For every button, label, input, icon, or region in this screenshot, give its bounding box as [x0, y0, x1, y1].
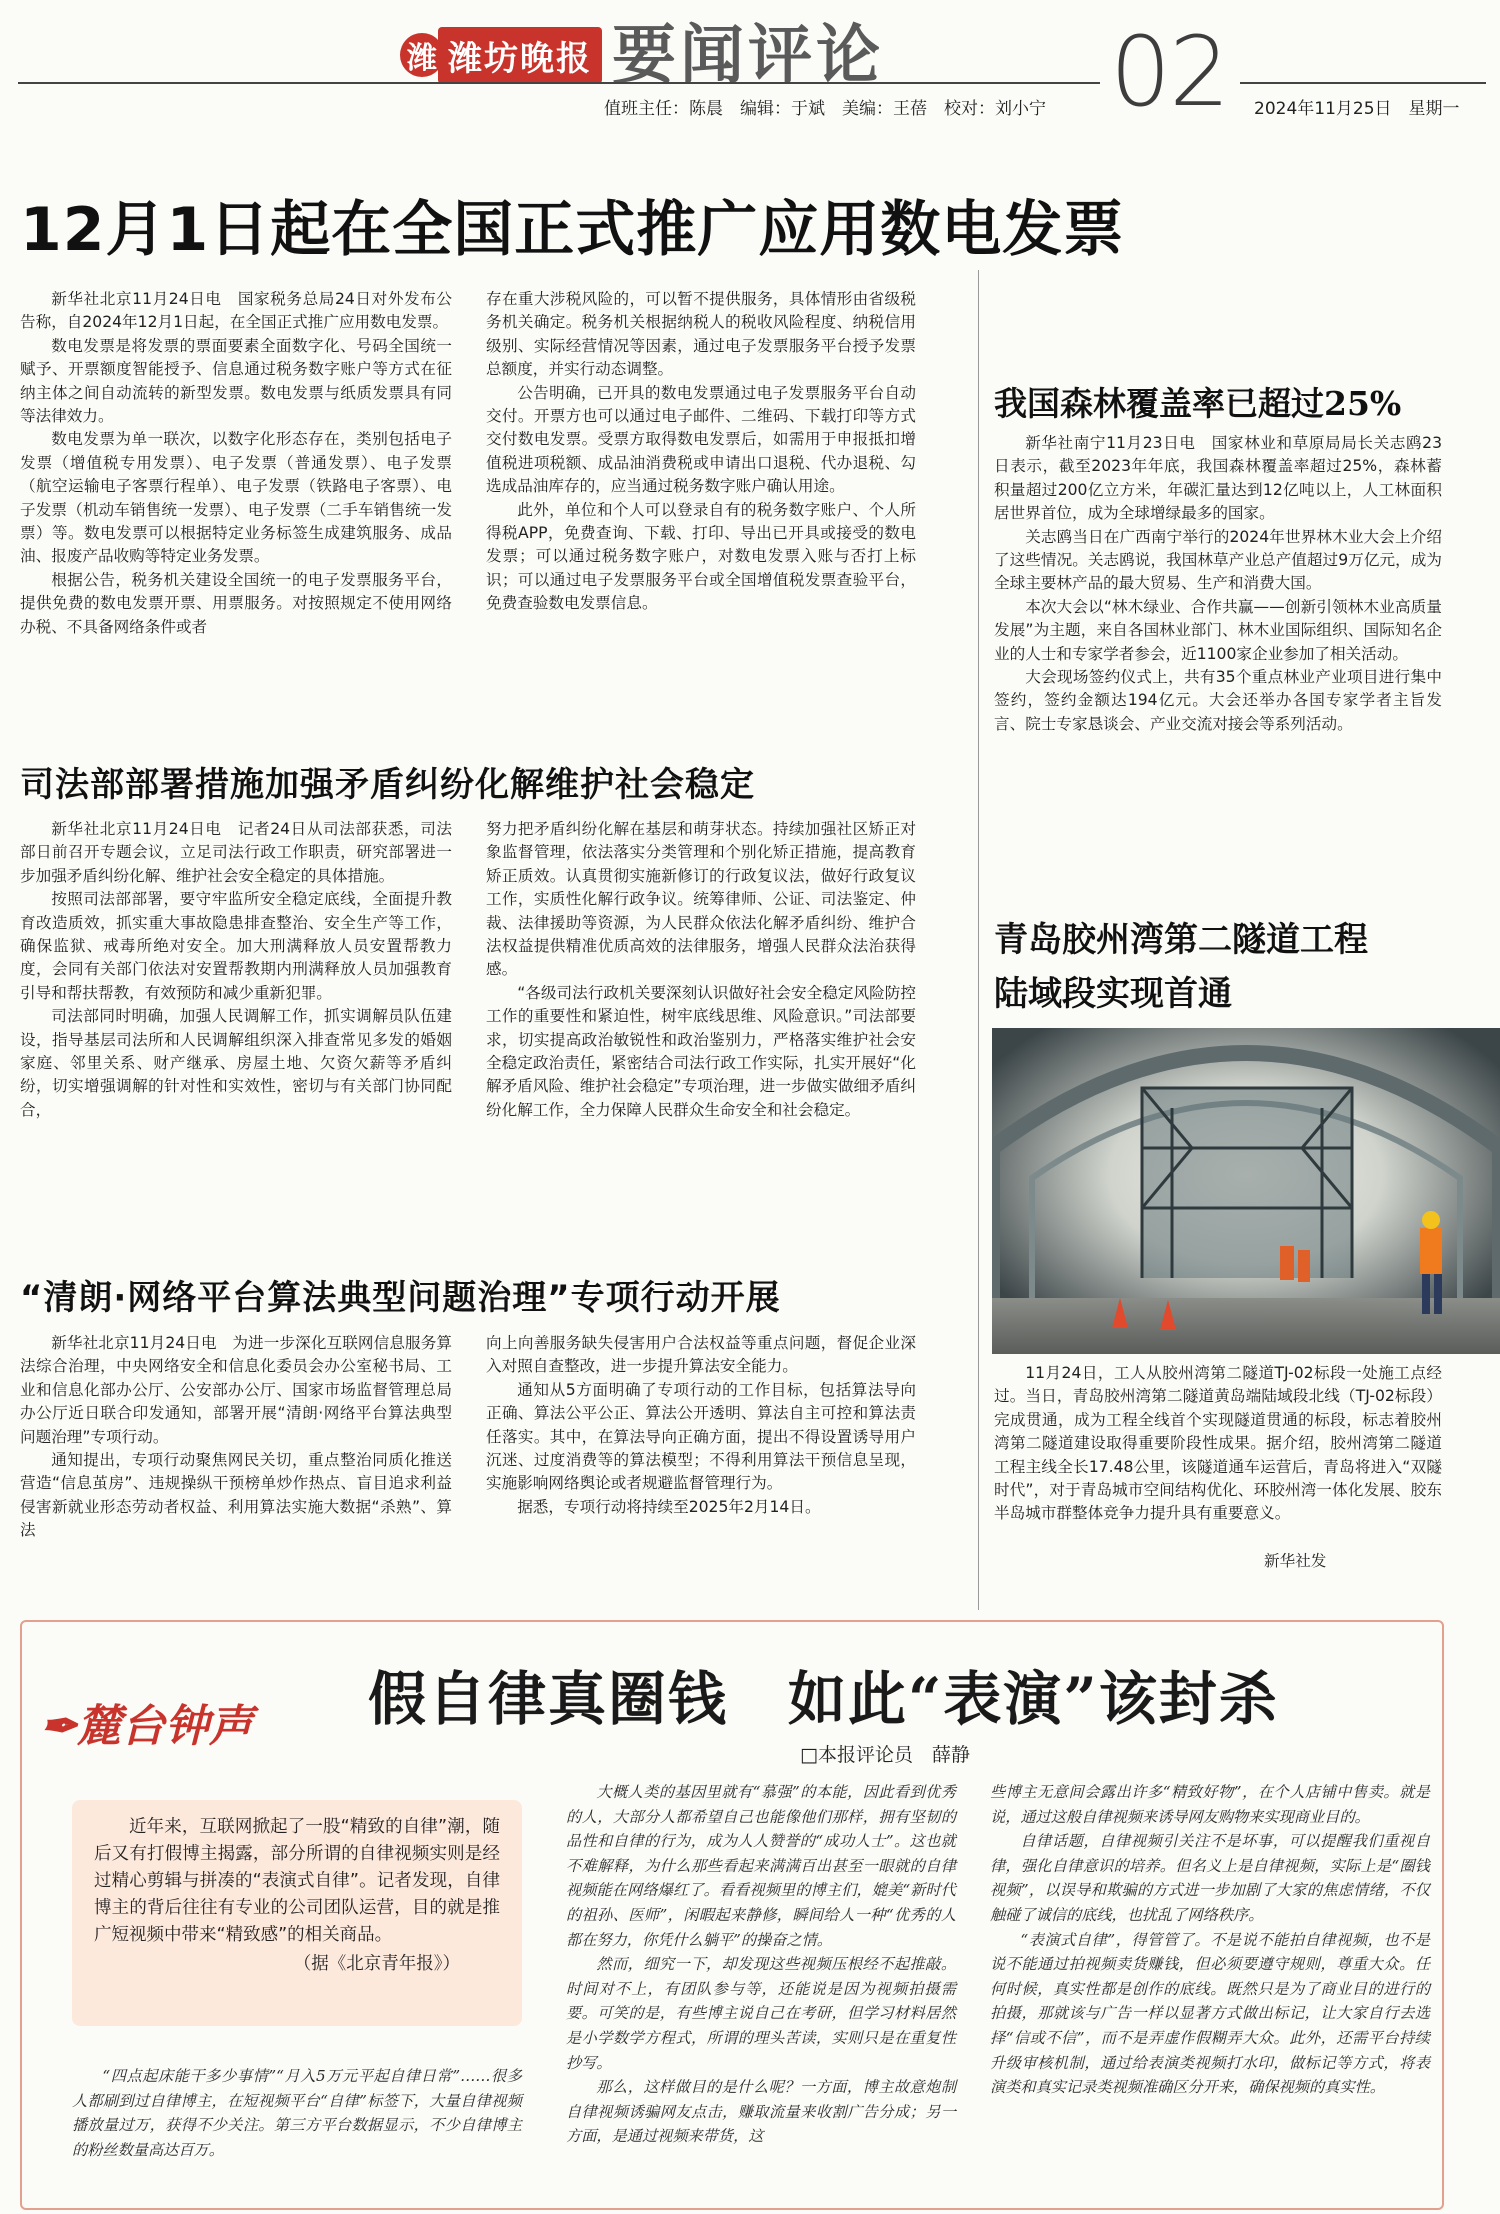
- paragraph: 新华社北京11月24日电 国家税务总局24日对外发布公告称，自2024年12月1日起，在全国正式推广应用数电发票。: [20, 290, 452, 332]
- column-divider: [978, 270, 979, 1610]
- paragraph: “各级司法行政机关要深刻认识做好社会安全稳定风险防控工作的重要性和紧迫性，树牢底线思维、风险意识。”司法部要求，切实提高政治敏锐性和政治鉴别力，严格落实维护社会安全稳定政治责任，紧密结合司法行政工作实际，扎实开展好“化解矛盾风险、维护社会稳定”专项治理，进一步做实做细矛盾纠纷化解工作，全力保障人民群众生命安全和社会稳定。: [486, 983, 916, 1119]
- paragraph: 通知从5方面明确了专项行动的工作目标，包括算法导向正确、算法公平公正、算法公开透明、算法自主可控和算法责任落实。其中，在算法导向正确方面，提出不得设置诱导用户沉迷、过度消费等的算法模型；不得利用算法干预信息呈现，实施影响网络舆论或者规避监督管理行为。: [486, 1380, 916, 1493]
- lead-column-2: [486, 288, 916, 616]
- quote-box: [72, 1800, 522, 2026]
- lead-headline: 12月1日起在全国正式推广应用数电发票: [20, 195, 1125, 265]
- paragraph: 数电发票是将发票的票面要素全面数字化、号码全国统一赋予、开票额度智能授予、信息通过税务数字账户等方式在征纳主体之间自动流转的新型发票。数电发票与纸质发票具有同等法律效力。: [20, 336, 452, 426]
- paragraph: 存在重大涉税风险的，可以暂不提供服务，具体情形由省级税务机关确定。税务机关根据纳税人的税收风险程度、纳税信用级别、实际经营情况等因素，通过电子发票服务平台授予发票总额度，并实行动态调整。: [486, 290, 916, 379]
- tunnel-headline-line2: 陆域段实现首通: [994, 974, 1232, 1014]
- masthead-rule: [18, 82, 1100, 84]
- paragraph: 据悉，专项行动将持续至2025年2月14日。: [517, 1497, 821, 1516]
- paragraph: 新华社北京11月24日电 为进一步深化互联网信息服务算法综合治理，中央网络安全和信息化委员会办公室秘书局、工业和信息化部办公厅、公安部办公厅、国家市场监督管理总局办公厅近日联合印发通知，部署开展“清朗·网络平台算法典型问题治理”专项行动。: [20, 1334, 452, 1446]
- paragraph: 向上向善服务缺失侵害用户合法权益等重点问题，督促企业深入对照自查整改，进一步提升算法安全能力。: [486, 1334, 916, 1376]
- algo-headline: “清朗·网络平台算法典型问题治理”专项行动开展: [20, 1278, 781, 1318]
- brand-name: 潍坊晚报: [438, 27, 602, 84]
- quote-source: （据《北京青年报》）: [293, 1954, 460, 1974]
- masthead-brand: [400, 20, 602, 90]
- pen-icon: ✒: [40, 1701, 77, 1752]
- forest-body: [994, 432, 1442, 736]
- page-number: 02: [1110, 16, 1229, 128]
- commentary-column-1: [72, 2064, 522, 2162]
- paragraph: 关志鸥当日在广西南宁举行的2024年世界林木业大会上介绍了这些情况。关志鸥说，我国林草产业总产值超过9万亿元，成为全球主要林产品的最大贸易、生产和消费大国。: [994, 527, 1442, 593]
- tunnel-headline-line1: 青岛胶州湾第二隧道工程: [994, 920, 1368, 960]
- paragraph: 此外，单位和个人可以登录自有的税务数字账户、个人所得税APP，免费查询、下载、打印、导出已开具或接受的数电发票；可以通过税务数字账户，对数电发票入账与否打上标识；可以通过电子发票服务平台或全国增值税发票查验平台，免费查验数电发票信息。: [486, 500, 916, 613]
- paragraph: “表演式自律”，得管管了。不是说不能拍自律视频，也不是说不能通过拍视频卖货赚钱，但必须要遵守规则，尊重大众。任何时候，真实性都是创作的底线。既然只是为了商业目的进行的拍摄，那就该与广告一样以显著方式做出标记，让大家自行去选择“信或不信”，而不是弄虚作假糊弄大众。此外，还需平台持续升级审核机制，通过给表演类视频打水印，做标记等方式，将表演类和真实记录类视频准确区分开来，确保视频的真实性。: [990, 1930, 1430, 2097]
- paragraph: 公告明确，已开具的数电发票通过电子发票服务平台自动交付。开票方也可以通过电子邮件、二维码、下载打印等方式交付数电发票。受票方取得数电发票后，如需用于申报抵扣增值税进项税额、成品油消费税或申请出口退税、代办退税、勾选成品油库存的，应当通过税务数字账户确认用途。: [486, 383, 916, 496]
- paragraph: 大会现场签约仪式上，共有35个重点林业产业项目进行集中签约，签约金额达194亿元。大会还举办各国专家学者主旨发言、院士专家恳谈会、产业交流对接会等系列活动。: [994, 668, 1442, 733]
- brand-logo-icon: 潍: [400, 33, 444, 77]
- paragraph: 本次大会以“林木绿业、合作共赢——创新引领林木业高质量发展”为主题，来自各国林业部门、林木业国际组织、国际知名企业的人士和专家学者参会，近1100家企业参加了相关活动。: [994, 597, 1442, 663]
- masthead-rule-right: [1240, 82, 1486, 84]
- paragraph: 然而，细究一下，却发现这些视频压根经不起推敲。时间对不上，有团队参与等，还能说是因为视频拍摄需要。可笑的是，有些博主说自己在考研，但学习材料居然是小学数学方程式，所谓的理头苦读，实则只是在重复性抄写。: [566, 1955, 956, 2072]
- paragraph: 些博主无意间会露出许多“精致好物”，在个人店铺中售卖。就是说，通过这般自律视频来诱导网友购物来实现商业目的。: [990, 1783, 1430, 1826]
- tunnel-photo: [992, 1028, 1500, 1354]
- section-title: 要闻评论: [612, 18, 884, 93]
- tunnel-photo-illustration: [992, 1028, 1500, 1354]
- tunnel-caption: [994, 1362, 1442, 1526]
- paragraph: 司法部同时明确，加强人民调解工作，抓实调解员队伍建设，指导基层司法所和人民调解组织深入排查常见多发的婚姻家庭、邻里关系、财产继承、房屋土地、欠资欠薪等矛盾纠纷，切实增强调解的针对性和实效性，密切与有关部门协同配合，: [20, 1007, 452, 1119]
- commentary-column-3: [990, 1780, 1430, 2100]
- paragraph: 新华社北京11月24日电 记者24日从司法部获悉，司法部日前召开专题会议，立足司法行政工作职责，研究部署进一步加强矛盾纠纷化解、维护社会安全稳定的具体措施。: [20, 820, 452, 885]
- column-logo: [40, 1690, 253, 1754]
- paragraph: 新华社南宁11月23日电 国家林业和草原局局长关志鸥23日表示，截至2023年年底，我国森林覆盖率超过25%，森林蓄积量超过200亿立方米，年碳汇量达到12亿吨以上，人工林面积居世界首位，成为全球增绿最多的国家。: [994, 434, 1442, 523]
- judicial-headline: 司法部部署措施加强矛盾纠纷化解维护社会稳定: [20, 765, 755, 805]
- commentary-column-2: [566, 1780, 956, 2149]
- paragraph: 努力把矛盾纠纷化解在基层和萌芽状态。持续加强社区矫正对象监督管理，依法落实分类管理和个别化矫正措施，提高教育矫正质效。认真贯彻实施新修订的行政复议法，做好行政复议工作，实质性化解行政争议。统筹律师、公证、司法鉴定、仲裁、法律援助等资源，为人民群众依法化解矛盾纠纷、维护合法权益提供精准优质高效的法律服务，增强人民群众法治获得感。: [486, 820, 916, 979]
- judicial-column-1: [20, 818, 452, 1122]
- paragraph: 自律话题，自律视频引关注不是坏事，可以提醒我们重视自律，强化自律意识的培养。但名义上是自律视频，实际上是“圈钱视频”，以误导和欺骗的方式进一步加剧了大家的焦虑情绪，不仅触碰了诚信的底线，也扰乱了网络秩序。: [990, 1832, 1430, 1924]
- staff-credits: 值班主任：陈晨 编辑：于斌 美编：王蓓 校对：刘小宁: [604, 99, 1046, 119]
- issue-date: 2024年11月25日 星期一: [1254, 99, 1460, 119]
- forest-headline: 我国森林覆盖率已超过25%: [994, 384, 1402, 423]
- tunnel-credit: 新华社发: [1264, 1552, 1327, 1570]
- commentary-headline: 假自律真圈钱 如此“表演”该封杀: [368, 1665, 1279, 1733]
- algo-column-2: [486, 1332, 916, 1519]
- judicial-column-2: [486, 818, 916, 1122]
- paragraph: 通知提出，专项行动聚焦网民关切，重点整治同质化推送营造“信息茧房”、违规操纵干预榜单炒作热点、盲目追求利益侵害新就业形态劳动者权益、利用算法实施大数据“杀熟”、算法: [20, 1451, 452, 1540]
- algo-column-1: [20, 1332, 452, 1543]
- column-logo-text: 麓台钟声: [76, 1701, 253, 1752]
- quote-text: 近年来，互联网掀起了一股“精致的自律”潮，随后又有打假博主揭露，部分所谓的自律视频实则是经过精心剪辑与拼凑的“表演式自律”。记者发现，自律博主的背后往往有专业的公司团队运营，目的就是推广短视频中带来“精致感”的相关商品。: [94, 1817, 500, 1945]
- lead-column-1: [20, 288, 452, 639]
- paragraph: 那么，这样做目的是什么呢？一方面，博主故意炮制自律视频诱骗网友点击，赚取流量来收割广告分成；另一方面，是通过视频来带货，这: [566, 2078, 956, 2146]
- paragraph: 11月24日，工人从胶州湾第二隧道TJ-02标段一处施工点经过。当日，青岛胶州湾第二隧道黄岛端陆域段北线（TJ-02标段）完成贯通，成为工程全线首个实现隧道贯通的标段，标志着胶州湾第二隧道建设取得重要阶段性成果。据介绍，胶州湾第二隧道工程主线全长17.48公里，该隧道通车运营后，青岛将进入“双隧时代”，对于青岛城市空间结构优化、环胶州湾一体化发展、胶东半岛城市群整体竞争力提升具有重要意义。: [994, 1364, 1442, 1523]
- paragraph: 根据公告，税务机关建设全国统一的电子发票服务平台，提供免费的数电发票开票、用票服务。对按照规定不使用网络办税、不具备网络条件或者: [20, 570, 452, 636]
- paragraph: 大概人类的基因里就有“慕强”的本能，因此看到优秀的人，大部分人都希望自己也能像他们那样，拥有坚韧的品性和自律的行为，成为人人赞誉的“成功人士”。这也就不难解释，为什么那些看起来满满百出甚至一眼就的自律视频能在网络爆红了。看看视频里的博主们，媲美“新时代的祖孙、医师”，闲暇起来静修，瞬间给人一种“优秀的人都在努力，你凭什么躺平”的操奋之情。: [566, 1783, 956, 1949]
- commentary-byline: □本报评论员 薛静: [800, 1744, 970, 1766]
- paragraph: 按照司法部部署，要守牢监所安全稳定底线，全面提升教育改造质效，抓实重大事故隐患排查整治、安全生产等工作，确保监狱、戒毒所绝对安全。加大刑满释放人员安置帮教力度，会同有关部门依法对安置帮教期内刑满释放人员加强教育引导和帮扶帮教，有效预防和减少重新犯罪。: [20, 890, 452, 1002]
- paragraph: 数电发票为单一联次，以数字化形态存在，类别包括电子发票（增值税专用发票）、电子发票（普通发票）、电子发票（航空运输电子客票行程单）、电子发票（铁路电子客票）、电子发票（机动车销售统一发票）、电子发票（二手车销售统一发票）等。数电发票可以根据特定业务标签生成建筑服务、成品油、报废产品收购等特定业务发票。: [20, 430, 452, 566]
- paragraph: “四点起床能干多少事情”“月入5万元平起自律日常”……很多人都刷到过自律博主，在短视频平台“自律”标签下，大量自律视频播放量过万，获得不少关注。第三方平台数据显示，不少自律博主的粉丝数量高达百万。: [72, 2067, 522, 2159]
